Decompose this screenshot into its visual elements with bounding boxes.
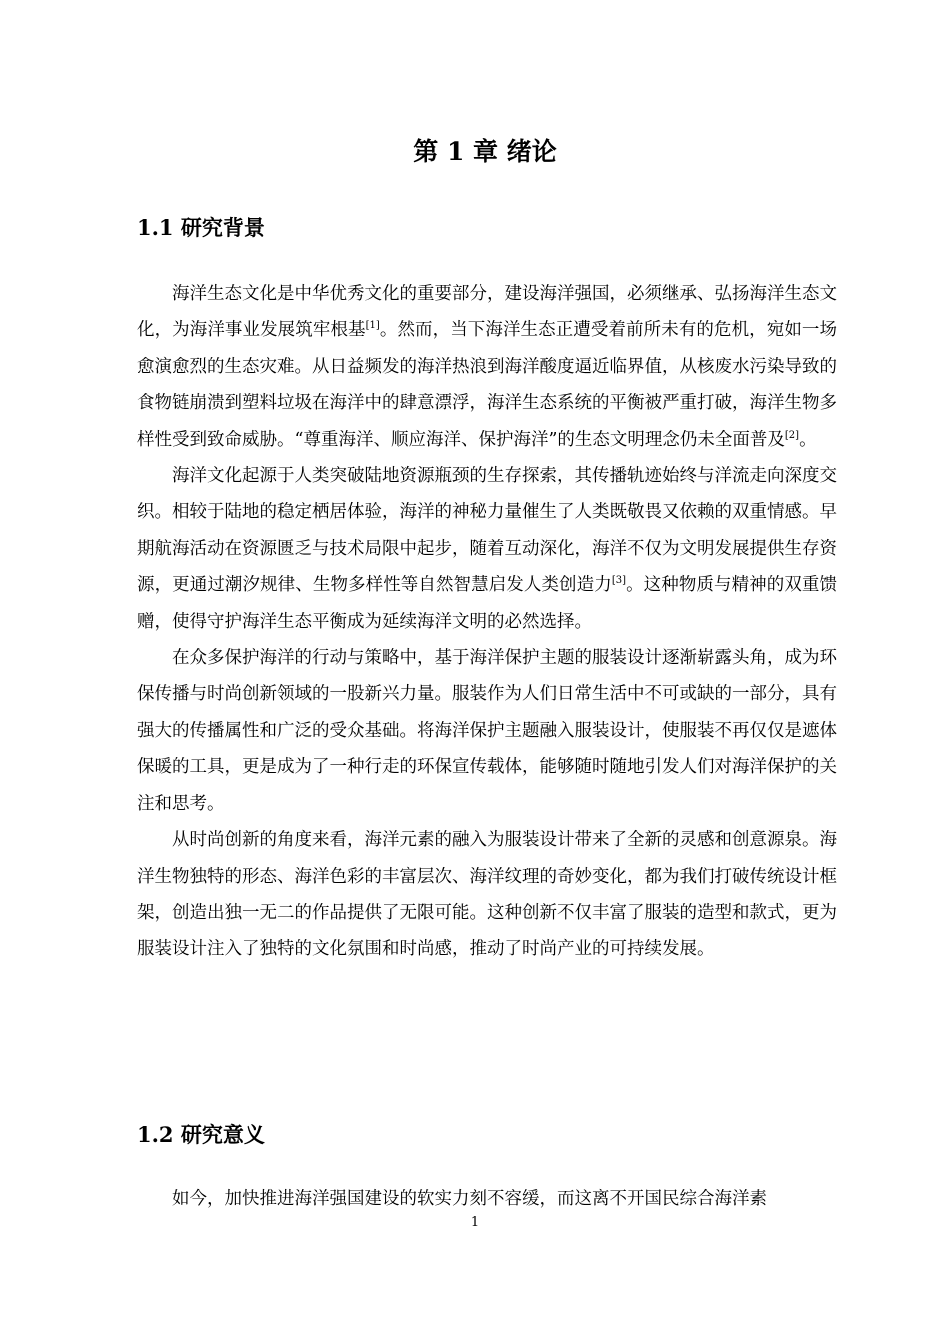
section-heading-1-2: 1.2 研究意义 [137, 1122, 265, 1147]
section-1-1-body [137, 276, 837, 968]
paragraph-text: 海洋文化起源于人类突破陆地资源瓶颈的生存探索，其传播轨迹始终与洋流走向深度交织。相较于陆地的稳定栖居体验，海洋的神秘力量催生了人类既敬畏又依赖的双重情感。早期航海活动在资源匮乏与技术局限中起步，随着互动深化，海洋不仅为文明发展提供生存资源，更通过潮汐规律、生物多样性等自然智慧启发人类创造力 [137, 466, 837, 596]
citation-marker: [1] [365, 320, 380, 332]
section-heading-1-1: 1.1 研究背景 [137, 215, 265, 240]
paragraph-text: 。 [799, 429, 817, 450]
citation-marker: [2] [784, 429, 800, 441]
paragraph-2 [137, 458, 837, 640]
paragraph-5: 如今，加快推进海洋强国建设的软实力刻不容缓，而这离不开国民综合海洋素 [172, 1189, 767, 1209]
paragraph-text: 。然而，当下海洋生态正遭受着前所未有的危机，宛如一场愈演愈烈的生态灾难。从日益频发的海洋热浪到海洋酸度逼近临界值，从核废水污染导致的食物链崩溃到塑料垃圾在海洋中的肆意漂浮，海洋生态系统的平衡被严重打破，海洋生物多样性受到致命威胁。“尊重海洋、顺应海洋、保护海洋”的生态文明理念仍未全面普及 [137, 320, 837, 450]
chapter-title: 第 1 章 绪论 [413, 137, 557, 166]
page-number: 1 [470, 1215, 480, 1230]
paragraph-3: 在众多保护海洋的行动与策略中，基于海洋保护主题的服装设计逐渐崭露头角，成为环保传播与时尚创新领域的一股新兴力量。服装作为人们日常生活中不可或缺的一部分，具有强大的传播属性和广泛的受众基础。将海洋保护主题融入服装设计，使服装不再仅仅是遮体保暖的工具，更是成为了一种行走的环保宣传载体，能够随时随地引发人们对海洋保护的关注和思考。 [137, 648, 837, 814]
paragraph-4: 从时尚创新的角度来看，海洋元素的融入为服装设计带来了全新的灵感和创意源泉。海洋生物独特的形态、海洋色彩的丰富层次、海洋纹理的奇妙变化，都为我们打破传统设计框架，创造出独一无二的作品提供了无限可能。这种创新不仅丰富了服装的造型和款式，更为服装设计注入了独特的文化氛围和时尚感，推动了时尚产业的可持续发展。 [137, 830, 837, 960]
citation-marker: [3] [611, 575, 626, 587]
section-1-2-body [137, 1181, 837, 1217]
paragraph-text: 。这种物质与精神的双重馈赠，使得守护海洋生态平衡成为延续海洋文明的必然选择。 [137, 575, 838, 632]
paragraph-text: 海洋生态文化是中华优秀文化的重要部分，建设海洋强国，必须继承、弘扬海洋生态文化，为海洋事业发展筑牢根基 [137, 284, 837, 341]
paragraph-1 [137, 276, 837, 458]
